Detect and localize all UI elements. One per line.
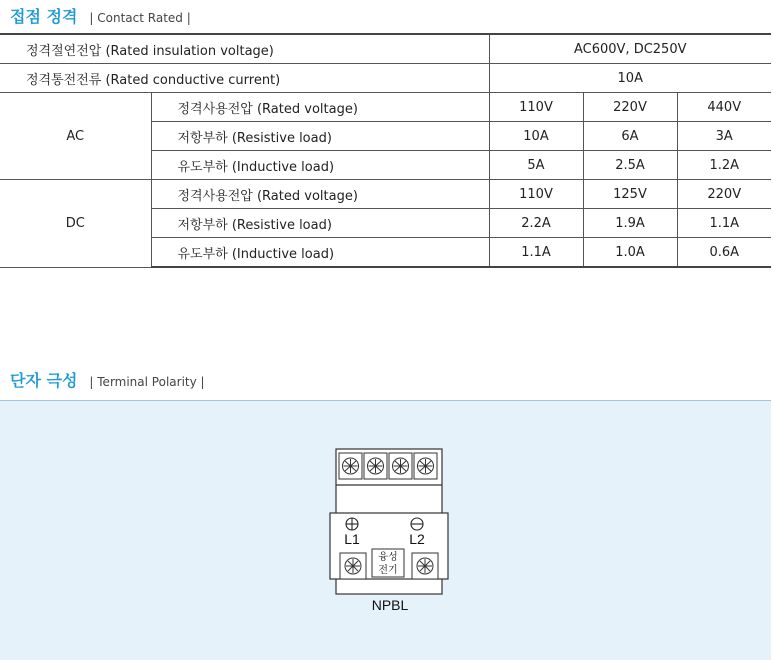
table-cell: 2.5A	[583, 151, 677, 180]
table-cell: 2.2A	[489, 209, 583, 238]
table-cell: 110V	[489, 93, 583, 122]
contact-rated-title-en: | Contact Rated |	[89, 11, 191, 25]
contact-rated-header	[10, 4, 191, 27]
table-cell: 0.6A	[677, 238, 771, 268]
table-cell: 440V	[677, 93, 771, 122]
screw-icon	[339, 453, 362, 479]
table-row-insulation	[0, 34, 771, 64]
table-cell: 10A	[489, 122, 583, 151]
screw-icon	[414, 453, 437, 479]
screw-icon	[340, 553, 366, 579]
row-name: 정격사용전압 (Rated voltage)	[151, 180, 489, 209]
table-cell: 220V	[583, 93, 677, 122]
screw-icon	[412, 553, 438, 579]
table-cell: 3A	[677, 122, 771, 151]
table-cell: 1.1A	[489, 238, 583, 268]
table-row	[0, 180, 771, 209]
terminal-polarity-title-ko: 단자 극성	[10, 371, 78, 390]
conductive-value: 10A	[489, 64, 771, 93]
terminal-polarity-header	[10, 368, 205, 391]
ac-group-label: AC	[0, 93, 151, 180]
npbl-device-diagram	[0, 401, 771, 660]
contact-rated-title-ko: 접점 정격	[10, 7, 78, 26]
terminal-polarity-panel	[0, 400, 771, 660]
row-name: 유도부하 (Inductive load)	[151, 238, 489, 268]
table-cell: 1.0A	[583, 238, 677, 268]
screw-icon	[364, 453, 387, 479]
table-cell: 110V	[489, 180, 583, 209]
table-cell: 125V	[583, 180, 677, 209]
dc-group-label: DC	[0, 180, 151, 268]
table-row-conductive	[0, 64, 771, 93]
model-label: NPBL	[371, 597, 409, 613]
screw-icon	[389, 453, 412, 479]
row-name: 유도부하 (Inductive load)	[151, 151, 489, 180]
plus-terminal-label: L1	[344, 531, 360, 547]
row-name: 정격사용전압 (Rated voltage)	[151, 93, 489, 122]
brand-text-line1: 융성	[378, 552, 398, 563]
insulation-label: 정격절연전압 (Rated insulation voltage)	[0, 34, 489, 64]
table-cell: 1.2A	[677, 151, 771, 180]
table-cell: 1.9A	[583, 209, 677, 238]
brand-text-line2: 전기	[378, 565, 398, 576]
contact-rated-table	[0, 33, 771, 268]
table-row	[0, 93, 771, 122]
table-cell: 220V	[677, 180, 771, 209]
minus-terminal-label: L2	[409, 531, 425, 547]
conductive-label: 정격통전전류 (Rated conductive current)	[0, 64, 489, 93]
plus-symbol-icon	[346, 518, 358, 530]
table-cell: 6A	[583, 122, 677, 151]
table-cell: 5A	[489, 151, 583, 180]
row-name: 저항부하 (Resistive load)	[151, 209, 489, 238]
row-name: 저항부하 (Resistive load)	[151, 122, 489, 151]
table-cell: 1.1A	[677, 209, 771, 238]
terminal-polarity-title-en: | Terminal Polarity |	[89, 375, 205, 389]
insulation-value: AC600V, DC250V	[489, 34, 771, 64]
